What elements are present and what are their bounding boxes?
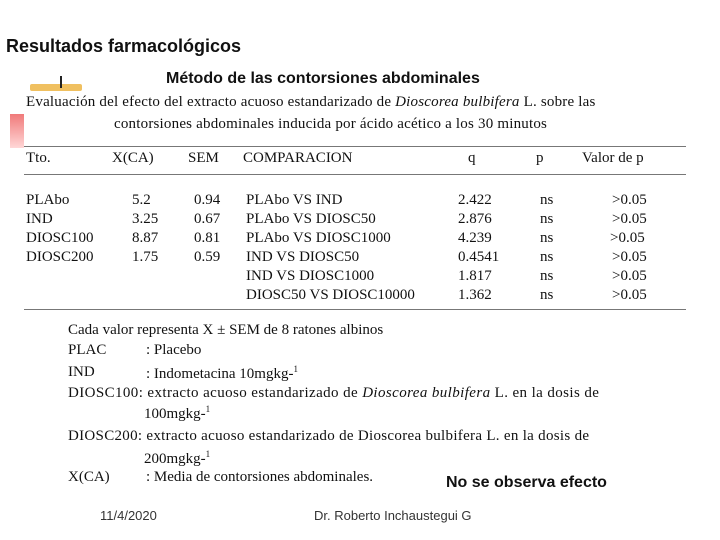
comparison-label: DIOSC50 VS DIOSC10000 <box>246 287 415 303</box>
table-caption-line-1 <box>26 94 596 111</box>
comparison-label: PLAbo VS DIOSC50 <box>246 211 376 227</box>
legend-diosc100 <box>68 385 599 402</box>
table-rule-top <box>24 146 686 147</box>
comparison-p: ns <box>540 287 554 303</box>
caption-text: L. sobre las <box>519 94 596 110</box>
comparison-p-value: >0.05 <box>612 268 647 284</box>
column-header-valor-de-p: Valor de p <box>582 150 644 166</box>
comparison-p: ns <box>540 268 554 284</box>
treatment-sem: 0.94 <box>194 192 221 208</box>
comparison-p-value: >0.05 <box>612 192 647 208</box>
caption-text: Evaluación del efecto del extracto acuoso estandarizado de <box>26 94 396 110</box>
footer-author: Dr. Roberto Inchaustegui G <box>314 508 472 523</box>
column-header-tto: Tto. <box>26 150 51 166</box>
treatment-mean: 5.2 <box>132 192 151 208</box>
footer-date: 11/4/2020 <box>100 508 157 523</box>
legend-key-xca: X(CA) <box>68 469 110 485</box>
legend-key-ind: IND <box>68 364 95 380</box>
comparison-p-value: >0.05 <box>610 230 645 246</box>
treatment-sem: 0.81 <box>194 230 221 246</box>
comparison-q: 4.239 <box>458 230 492 246</box>
slide-subtitle: Método de las contorsiones abdominales <box>166 70 480 87</box>
treatment-name: DIOSC200 <box>26 249 94 265</box>
table-rule-bottom <box>24 309 686 310</box>
comparison-label: IND VS DIOSC50 <box>246 249 360 265</box>
comparison-label: PLAbo VS DIOSC1000 <box>246 230 391 246</box>
legend-value-xca: : Media de contorsiones abdominales. <box>146 469 374 485</box>
treatment-name: DIOSC100 <box>26 230 94 246</box>
page-title: Resultados farmacológicos <box>6 36 242 56</box>
legend-value-ind <box>146 364 298 383</box>
superscript: 1 <box>205 404 211 414</box>
legend-key-plac: PLAC <box>68 342 107 358</box>
treatment-mean: 1.75 <box>132 249 159 265</box>
decorative-bar <box>30 84 82 91</box>
comparison-p: ns <box>540 230 554 246</box>
treatment-mean: 8.87 <box>132 230 159 246</box>
decorative-mark <box>60 76 62 88</box>
comparison-p-value: >0.05 <box>612 249 647 265</box>
comparison-q: 0.4541 <box>458 249 500 265</box>
treatment-mean: 3.25 <box>132 211 159 227</box>
legend-text: 100mgkg- <box>144 406 206 422</box>
column-header-q: q <box>468 150 476 166</box>
treatment-name: IND <box>26 211 53 227</box>
column-header-sem: SEM <box>188 150 219 166</box>
comparison-p-value: >0.05 <box>612 287 647 303</box>
comparison-q: 2.422 <box>458 192 492 208</box>
column-header-p: p <box>536 150 544 166</box>
column-header-xca: X(CA) <box>112 150 154 166</box>
legend-diosc100-dose <box>144 404 210 423</box>
treatment-name: PLAbo <box>26 192 70 208</box>
legend-text: DIOSC100: extracto acuoso estandarizado de <box>68 385 363 401</box>
comparison-q: 1.817 <box>458 268 492 284</box>
legend-diosc200: DIOSC200: extracto acuoso estandarizado de Dioscorea bulbifera L. en la dosis de <box>68 428 590 444</box>
legend-text: : Indometacina 10mgkg- <box>146 366 294 382</box>
superscript: 1 <box>205 449 211 459</box>
legend-value-plac: : Placebo <box>146 342 202 358</box>
comparison-p-value: >0.05 <box>612 211 647 227</box>
legend-text: L. en la dosis de <box>490 385 600 401</box>
legend-note: Cada valor representa X ± SEM de 8 ratones albinos <box>68 322 384 338</box>
comparison-p: ns <box>540 192 554 208</box>
comparison-label: IND VS DIOSC1000 <box>246 268 375 284</box>
treatment-sem: 0.59 <box>194 249 221 265</box>
species-name: Dioscorea bulbifera <box>362 385 491 401</box>
table-rule-header <box>24 174 686 175</box>
comparison-q: 1.362 <box>458 287 492 303</box>
superscript: 1 <box>293 364 298 374</box>
table-caption-line-2: contorsiones abdominales inducida por ácido acético a los 30 minutos <box>114 116 548 132</box>
decorative-gradient-block <box>10 114 24 148</box>
comparison-p: ns <box>540 249 554 265</box>
comparison-q: 2.876 <box>458 211 492 227</box>
species-name: Dioscorea bulbifera <box>395 94 520 110</box>
comparison-p: ns <box>540 211 554 227</box>
column-header-comparacion: COMPARACION <box>243 150 353 166</box>
conclusion-text: No se observa efecto <box>446 474 607 491</box>
legend-diosc200-dose <box>144 449 210 468</box>
treatment-sem: 0.67 <box>194 211 221 227</box>
comparison-label: PLAbo VS IND <box>246 192 343 208</box>
legend-text: 200mgkg- <box>144 451 206 467</box>
